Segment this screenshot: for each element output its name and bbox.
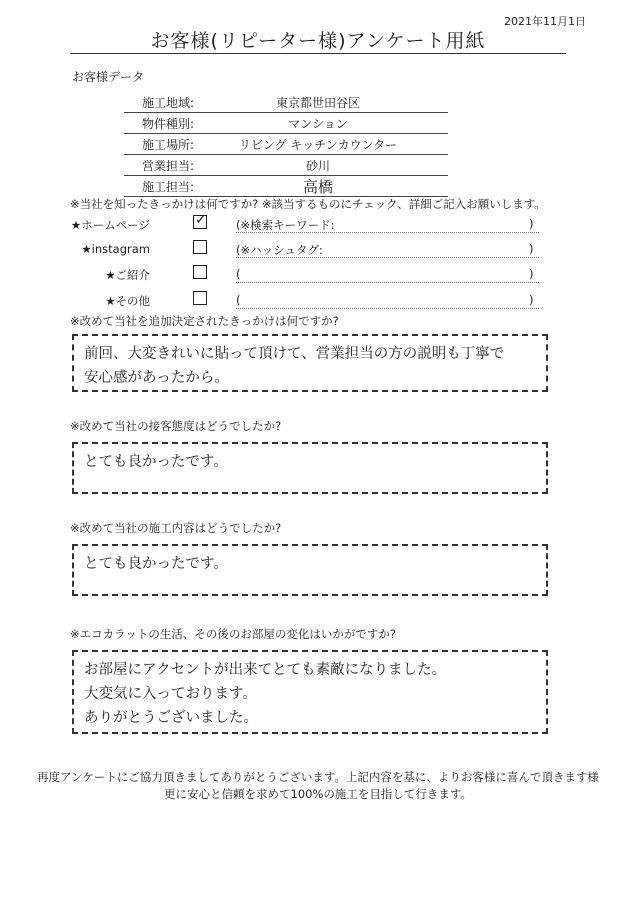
source-label: ★その他 (105, 294, 150, 308)
info-key: 施工担当: (142, 179, 195, 194)
answer-box-deciding-factor (72, 334, 548, 392)
source-row-homepage (0, 212, 636, 235)
source-close-paren: ) (529, 293, 534, 307)
info-key: 施工地域: (142, 95, 195, 110)
source-label: ★ご紹介 (105, 268, 150, 282)
customer-data-label: お客様データ (72, 70, 145, 84)
answer-box-room-change (72, 650, 548, 734)
footer-line: 更に安心と信頼を求めて100%の施工を目指して行きます。 (164, 787, 472, 801)
source-hint: (※検索キーワード: (236, 218, 335, 232)
footer-line: 再度アンケートにご協力頂きましてありがとうございます。上記内容を基に、よりお客様に喜んで頂きます様 (37, 770, 599, 784)
survey-date: 2021年11月1日 (504, 15, 586, 28)
answer-line: ありがとうございました。 (84, 710, 258, 726)
source-close-paren: ) (529, 242, 534, 256)
answer-line: 大変気に入っております。 (84, 686, 257, 702)
source-fill-line (236, 232, 539, 233)
info-row-location (124, 134, 448, 155)
info-value: 東京都世田谷区 (275, 95, 360, 110)
info-value: マンション (288, 116, 348, 131)
question-source: ※当社を知ったきっかけは何ですか? ※該当するものにチェック、詳細ご記入お願いします。 (70, 197, 546, 211)
source-fill-line (236, 282, 539, 283)
source-hint: ( (236, 267, 241, 281)
info-value-handwritten: 高橋 (302, 177, 333, 196)
answer-line: とても良かったです。 (84, 556, 228, 572)
source-fill-line (236, 308, 539, 309)
source-checkbox-instagram[interactable] (193, 240, 207, 254)
source-hint: (※ハッシュタグ: (236, 243, 323, 257)
source-row-instagram (0, 240, 636, 260)
answer-box-installation-quality (72, 544, 548, 596)
info-value: リビング キッチンカウンター (238, 137, 398, 152)
source-checkbox-homepage[interactable] (193, 212, 207, 229)
source-checkbox-referral[interactable] (193, 265, 207, 279)
source-hint: ( (236, 293, 241, 307)
title-underline (70, 53, 566, 54)
answer-line: お部屋にアクセントが出来てとても素敵になりました。 (84, 662, 447, 678)
question-room-change: ※エコカラットの生活、その後のお部屋の変化はいかがですか? (70, 627, 397, 641)
footer-message (0, 769, 636, 803)
page-title: お客様(リピーター様)アンケート用紙 (150, 30, 486, 52)
source-label: ★ホームページ (70, 218, 150, 232)
info-row-sales-rep (124, 155, 448, 176)
info-row-installer (124, 176, 448, 197)
info-value: 砂川 (305, 158, 330, 173)
info-row-area (124, 92, 448, 113)
question-installation-quality: ※改めて当社の施工内容はどうでしたか? (70, 521, 282, 535)
source-row-referral (0, 265, 636, 285)
customer-data-table (124, 92, 448, 197)
info-key: 物件種別: (142, 116, 195, 131)
source-fill-line (236, 257, 539, 258)
answer-box-service-attitude (72, 442, 548, 494)
answer-line: 前回、大変きれいに貼って頂けて、営業担当の方の説明も丁寧で (84, 346, 505, 362)
source-label: ★instagram (81, 242, 150, 256)
question-deciding-factor: ※改めて当社を追加決定されたきっかけは何ですか? (70, 314, 339, 328)
info-key: 営業担当: (142, 158, 195, 173)
answer-line: とても良かったです。 (84, 454, 228, 470)
source-close-paren: ) (529, 267, 534, 281)
info-row-property-type (124, 113, 448, 134)
source-close-paren: ) (529, 217, 534, 231)
info-key: 施工場所: (142, 137, 195, 152)
source-checkbox-other[interactable] (193, 291, 207, 305)
source-row-other (0, 291, 636, 311)
question-service-attitude: ※改めて当社の接客態度はどうでしたか? (70, 419, 282, 433)
check-mark-icon: ✓ (195, 212, 207, 228)
answer-line: 安心感があったから。 (84, 370, 229, 386)
